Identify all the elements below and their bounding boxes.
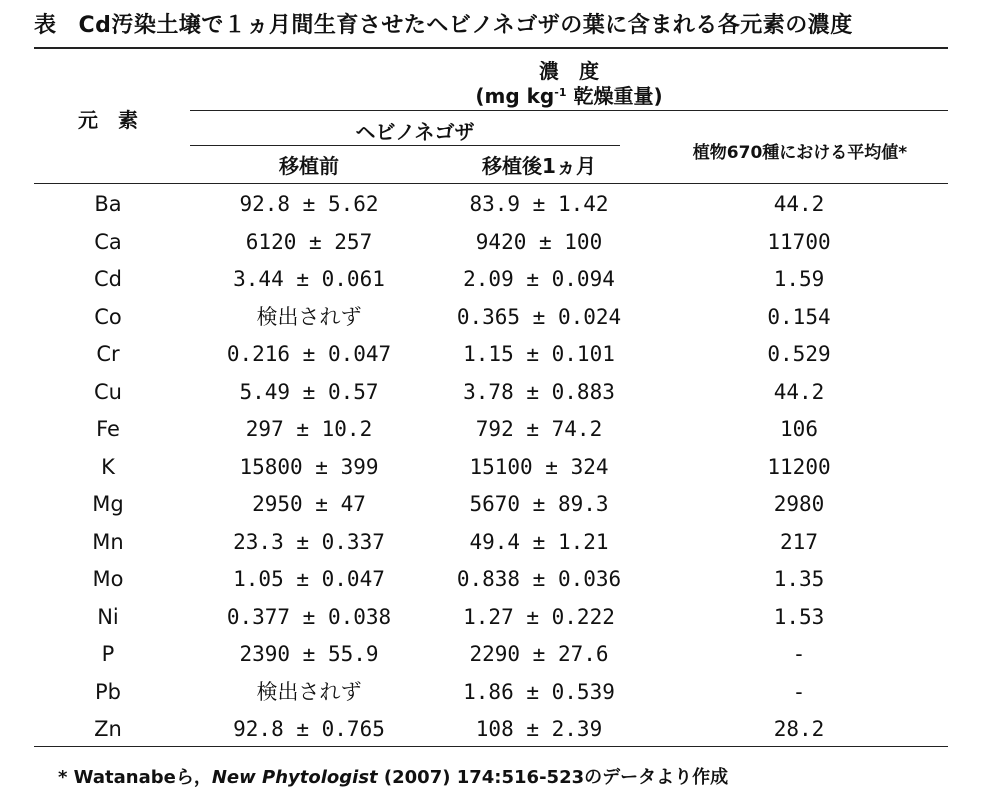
element-cell: Mg	[92, 492, 124, 516]
average-value-cell: 1.35	[773, 567, 825, 591]
after-value-cell: 5670 ± 89.3	[469, 492, 609, 516]
table-row	[34, 711, 948, 748]
table-row	[34, 261, 948, 298]
after-value-cell: 108 ± 2.39	[475, 717, 603, 741]
before-value-cell: 0.216 ± 0.047	[226, 342, 392, 366]
table-row	[34, 599, 948, 636]
average-value-cell: 11700	[767, 229, 831, 254]
unit-header	[190, 80, 948, 109]
element-cell: Mn	[92, 529, 124, 554]
table-row	[34, 336, 948, 373]
after-value-cell: 9420 ± 100	[475, 229, 603, 254]
average-value-cell: 217	[780, 529, 818, 554]
before-header: 移植前	[279, 154, 339, 178]
after-value-cell: 83.9 ± 1.42	[469, 192, 609, 216]
table-row	[34, 374, 948, 411]
after-value-cell: 792 ± 74.2	[475, 417, 603, 441]
table-top-rule	[34, 47, 948, 49]
element-cell: Ni	[97, 604, 119, 629]
after-value-cell: 1.27 ± 0.222	[463, 604, 615, 629]
average-value-cell: 1.59	[773, 267, 825, 291]
footnote-prefix: * Watanabeら，	[58, 767, 212, 788]
average-value-cell: -	[792, 642, 806, 666]
footnote	[58, 763, 728, 789]
element-cell: Cd	[94, 267, 122, 291]
table-row	[34, 299, 948, 336]
element-cell: Fe	[96, 417, 120, 441]
average-value-cell: 1.53	[773, 604, 825, 629]
before-value-cell: 2390 ± 55.9	[239, 642, 379, 666]
header-bottom-rule	[34, 183, 948, 184]
average-value-cell: 0.154	[767, 304, 831, 329]
element-cell: Zn	[94, 717, 122, 741]
table-label: 表	[34, 13, 57, 38]
after-value-cell: 0.365 ± 0.024	[456, 304, 622, 329]
table-title	[34, 8, 964, 39]
element-cell: Mo	[92, 567, 124, 591]
before-value-cell: 検出されず	[256, 679, 362, 704]
before-value-cell: 5.49 ± 0.57	[239, 379, 379, 404]
after-value-cell: 15100 ± 324	[469, 454, 609, 479]
before-value-cell: 1.05 ± 0.047	[233, 567, 385, 591]
before-value-cell: 0.377 ± 0.038	[226, 604, 392, 629]
element-cell: Pb	[95, 679, 121, 704]
average-value-cell: 44.2	[773, 379, 825, 404]
after-value-cell: 1.15 ± 0.101	[463, 342, 615, 366]
footnote-journal: New Phytologist	[211, 767, 378, 788]
table-row	[34, 524, 948, 561]
element-cell: Cu	[94, 379, 122, 404]
before-value-cell: 3.44 ± 0.061	[233, 267, 385, 291]
species-header: ヘビノネゴザ	[355, 120, 475, 144]
before-value-cell: 92.8 ± 0.765	[233, 717, 385, 741]
after-value-cell: 0.838 ± 0.036	[456, 567, 622, 591]
table-bottom-rule	[34, 746, 948, 747]
concentration-header: 濃 度	[539, 59, 599, 83]
unit-header-post: 乾燥重量)	[566, 84, 663, 108]
element-cell: Cr	[96, 342, 120, 366]
average-header: 植物670種における平均値*	[692, 143, 908, 163]
table-title-text: Cd汚染土壌で１ヵ月間生育させたヘビノネゴザの葉に含まれる各元素の濃度	[78, 13, 853, 38]
element-cell: Co	[94, 304, 122, 329]
element-cell: K	[101, 454, 115, 479]
average-value-cell: 106	[780, 417, 818, 441]
after-value-cell: 3.78 ± 0.883	[463, 379, 615, 404]
table-row	[34, 411, 948, 448]
before-value-cell: 2950 ± 47	[252, 492, 366, 516]
after-value-cell: 49.4 ± 1.21	[469, 529, 609, 554]
element-header: 元 素	[78, 108, 138, 132]
average-value-cell: 44.2	[773, 192, 825, 216]
footnote-suffix: (2007) 174:516-523のデータより作成	[377, 767, 729, 788]
table-row	[34, 224, 948, 261]
species-rule	[190, 145, 620, 146]
table-row	[34, 561, 948, 598]
concentration-rule	[190, 110, 948, 111]
after-value-cell: 2290 ± 27.6	[469, 642, 609, 666]
before-value-cell: 92.8 ± 5.62	[239, 192, 379, 216]
after-value-cell: 1.86 ± 0.539	[463, 679, 615, 704]
table-row	[34, 636, 948, 673]
after-value-cell: 2.09 ± 0.094	[463, 267, 615, 291]
table-row	[34, 186, 948, 223]
before-value-cell: 15800 ± 399	[239, 454, 379, 479]
after-header: 移植後1ヵ月	[482, 154, 596, 178]
element-cell: Ba	[94, 192, 122, 216]
unit-header-sup: -1	[554, 86, 567, 99]
table-row	[34, 674, 948, 711]
average-value-cell: 11200	[767, 454, 831, 479]
table-row	[34, 486, 948, 523]
average-value-cell: 2980	[773, 492, 825, 516]
element-cell: P	[101, 642, 115, 666]
average-value-cell: -	[792, 679, 806, 704]
before-value-cell: 6120 ± 257	[245, 229, 373, 254]
element-cell: Ca	[94, 229, 122, 254]
unit-header-pre: (mg kg	[475, 84, 555, 108]
before-value-cell: 23.3 ± 0.337	[233, 529, 385, 554]
before-value-cell: 検出されず	[256, 304, 362, 329]
average-value-cell: 0.529	[767, 342, 831, 366]
average-value-cell: 28.2	[773, 717, 825, 741]
table-row	[34, 449, 948, 486]
before-value-cell: 297 ± 10.2	[245, 417, 373, 441]
